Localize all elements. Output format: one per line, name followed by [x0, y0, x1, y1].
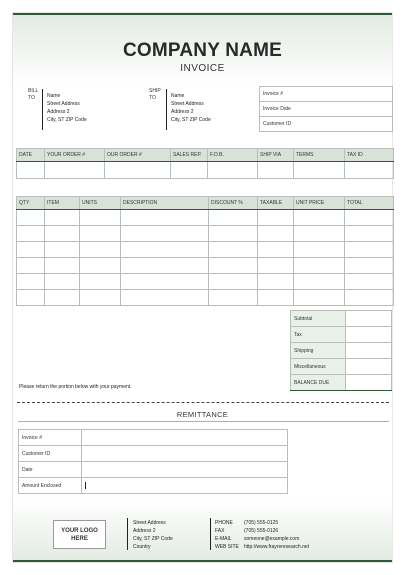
items-cell[interactable]	[294, 290, 345, 306]
order-cell[interactable]	[208, 162, 258, 179]
ship-to-street[interactable]: Street Address	[171, 101, 204, 107]
bill-to-city[interactable]: City, ST ZIP Code	[47, 117, 87, 123]
items-col-total: TOTAL	[345, 197, 394, 210]
tear-line	[17, 402, 389, 403]
items-cell[interactable]	[209, 210, 258, 226]
items-cell[interactable]	[209, 242, 258, 258]
footer-street[interactable]: Street Address	[133, 520, 166, 526]
order-col-your-order: YOUR ORDER #	[45, 149, 105, 162]
phone-label: PHONE	[215, 520, 233, 526]
items-cell[interactable]	[80, 258, 121, 274]
bill-to-name[interactable]: Name	[47, 93, 61, 99]
invoice-date-field[interactable]: Invoice Date	[260, 102, 393, 117]
ship-to-label-2: TO	[149, 95, 156, 101]
items-cell[interactable]	[345, 274, 394, 290]
items-cell[interactable]	[209, 258, 258, 274]
text-cursor	[85, 482, 86, 489]
logo-line-1: YOUR LOGO	[61, 527, 98, 534]
bottom-rule	[13, 560, 392, 562]
remittance-rule	[18, 421, 389, 422]
logo-line-2: HERE	[71, 535, 88, 542]
items-cell[interactable]	[80, 226, 121, 242]
items-cell[interactable]	[80, 290, 121, 306]
items-cell[interactable]	[121, 290, 209, 306]
items-row[interactable]	[17, 242, 394, 258]
order-cell[interactable]	[105, 162, 171, 179]
fax-value[interactable]: (705) 555-0126	[244, 528, 279, 534]
items-cell[interactable]	[294, 274, 345, 290]
items-col-discount: DISCOUNT %	[209, 197, 258, 210]
footer-contact[interactable]	[215, 519, 309, 551]
order-col-tax-id: TAX ID	[345, 149, 394, 162]
items-cell[interactable]	[17, 226, 45, 242]
footer-country[interactable]: Country	[133, 544, 151, 550]
items-cell[interactable]	[345, 226, 394, 242]
items-cell[interactable]	[294, 210, 345, 226]
items-cell[interactable]	[345, 210, 394, 226]
order-cell[interactable]	[171, 162, 208, 179]
remit-date-value[interactable]	[82, 462, 288, 478]
items-row[interactable]	[17, 210, 394, 226]
items-col-taxable: TAXABLE	[258, 197, 294, 210]
bill-to-bracket	[42, 89, 43, 130]
email-value[interactable]: someone@example.com	[244, 536, 300, 542]
items-cell[interactable]	[258, 290, 294, 306]
order-cell[interactable]	[258, 162, 294, 179]
items-cell[interactable]	[17, 210, 45, 226]
items-cell[interactable]	[121, 226, 209, 242]
order-col-our-order: OUR ORDER #	[105, 149, 171, 162]
ship-to-address2[interactable]: Address 2	[171, 109, 194, 115]
items-row[interactable]	[17, 258, 394, 274]
items-cell[interactable]	[345, 258, 394, 274]
return-note: Please return the portion below with your payment.	[19, 384, 132, 390]
tax-label: Tax	[291, 327, 346, 343]
totals-table	[290, 310, 392, 391]
items-table	[16, 196, 394, 306]
bill-to-address[interactable]	[47, 92, 87, 124]
remit-amount-value[interactable]	[82, 478, 288, 494]
remit-customer-label: Customer ID	[19, 446, 82, 462]
items-cell[interactable]	[258, 210, 294, 226]
invoice-page	[12, 12, 393, 563]
phone-value[interactable]: (705) 555-0125	[244, 520, 279, 526]
items-row[interactable]	[17, 274, 394, 290]
items-cell[interactable]	[294, 226, 345, 242]
items-cell[interactable]	[45, 226, 80, 242]
items-cell[interactable]	[17, 258, 45, 274]
items-cell[interactable]	[258, 274, 294, 290]
bill-to-label-1: BILL	[28, 88, 39, 94]
order-table	[16, 148, 394, 179]
company-name[interactable]: COMPANY NAME	[123, 40, 282, 61]
balance-due-label: BALANCE DUE	[291, 375, 346, 391]
website-value[interactable]: http://www.frayreresearch.net	[244, 544, 310, 550]
items-col-item: ITEM	[45, 197, 80, 210]
invoice-info-box	[259, 86, 393, 132]
items-cell[interactable]	[17, 290, 45, 306]
items-cell[interactable]	[45, 242, 80, 258]
misc-label: Miscellaneous	[291, 359, 346, 375]
remit-customer-value[interactable]	[82, 446, 288, 462]
remit-invoice-value[interactable]	[82, 430, 288, 446]
fax-label: FAX	[215, 528, 225, 534]
ship-to-address[interactable]	[171, 92, 211, 124]
items-cell[interactable]	[80, 210, 121, 226]
items-cell[interactable]	[45, 258, 80, 274]
invoice-number-field[interactable]: Invoice #	[260, 87, 393, 102]
bill-to-label-2: TO	[28, 95, 35, 101]
ship-to-bracket	[166, 89, 167, 130]
shipping-value[interactable]	[346, 343, 392, 359]
items-col-qty: QTY	[17, 197, 45, 210]
ship-to-city[interactable]: City, ST ZIP Code	[171, 117, 211, 123]
items-cell[interactable]	[80, 242, 121, 258]
items-col-units: UNITS	[80, 197, 121, 210]
items-cell[interactable]	[294, 258, 345, 274]
subtotal-label: Subtotal	[291, 311, 346, 327]
order-col-fob: F.O.B.	[208, 149, 258, 162]
items-cell[interactable]	[80, 274, 121, 290]
shipping-label: Shipping	[291, 343, 346, 359]
order-cell[interactable]	[294, 162, 345, 179]
footer-divider-1	[127, 518, 128, 550]
items-cell[interactable]	[345, 242, 394, 258]
footer-address[interactable]	[133, 519, 173, 551]
footer-address2[interactable]: Address 2	[133, 528, 156, 534]
order-cell[interactable]	[45, 162, 105, 179]
logo-placeholder[interactable]	[53, 520, 106, 549]
items-cell[interactable]	[121, 242, 209, 258]
items-cell[interactable]	[121, 258, 209, 274]
subtotal-value[interactable]	[346, 311, 392, 327]
items-col-description: DESCRIPTION	[121, 197, 209, 210]
items-cell[interactable]	[258, 226, 294, 242]
items-col-unit-price: UNIT PRICE	[294, 197, 345, 210]
ship-to-name[interactable]: Name	[171, 93, 185, 99]
items-cell[interactable]	[45, 274, 80, 290]
remit-invoice-label: Invoice #	[19, 430, 82, 446]
ship-to-label-1: SHIP	[149, 88, 161, 94]
bill-to-street[interactable]: Street Address	[47, 101, 80, 107]
items-cell[interactable]	[121, 210, 209, 226]
items-cell[interactable]	[258, 242, 294, 258]
remittance-table	[18, 429, 288, 494]
order-col-terms: TERMS	[294, 149, 345, 162]
remittance-title: REMITTANCE	[176, 410, 229, 419]
balance-due-value[interactable]	[346, 375, 392, 391]
remit-date-label: Date	[19, 462, 82, 478]
misc-value[interactable]	[346, 359, 392, 375]
items-cell[interactable]	[209, 290, 258, 306]
items-row[interactable]	[17, 290, 394, 306]
items-cell[interactable]	[17, 274, 45, 290]
email-label: E-MAIL	[215, 536, 232, 542]
order-cell[interactable]	[17, 162, 45, 179]
items-cell[interactable]	[45, 210, 80, 226]
footer-divider-2	[210, 518, 211, 550]
items-cell[interactable]	[45, 290, 80, 306]
order-cell[interactable]	[345, 162, 394, 179]
order-col-sales-rep: SALES REP.	[171, 149, 208, 162]
order-col-ship-via: SHIP VIA	[258, 149, 294, 162]
footer-city[interactable]: City, ST ZIP Code	[133, 536, 173, 542]
order-row[interactable]	[17, 162, 394, 179]
remit-amount-label: Amount Enclosed	[19, 478, 82, 494]
tax-value[interactable]	[346, 327, 392, 343]
items-cell[interactable]	[345, 290, 394, 306]
bill-to-address2[interactable]: Address 2	[47, 109, 70, 115]
website-label: WEB SITE	[215, 544, 239, 550]
items-cell[interactable]	[209, 226, 258, 242]
order-col-date: DATE	[17, 149, 45, 162]
customer-id-field[interactable]: Customer ID	[260, 117, 393, 132]
items-cell[interactable]	[209, 274, 258, 290]
items-cell[interactable]	[294, 242, 345, 258]
doc-title: INVOICE	[180, 63, 225, 74]
items-row[interactable]	[17, 226, 394, 242]
items-cell[interactable]	[121, 274, 209, 290]
items-cell[interactable]	[258, 258, 294, 274]
items-cell[interactable]	[17, 242, 45, 258]
